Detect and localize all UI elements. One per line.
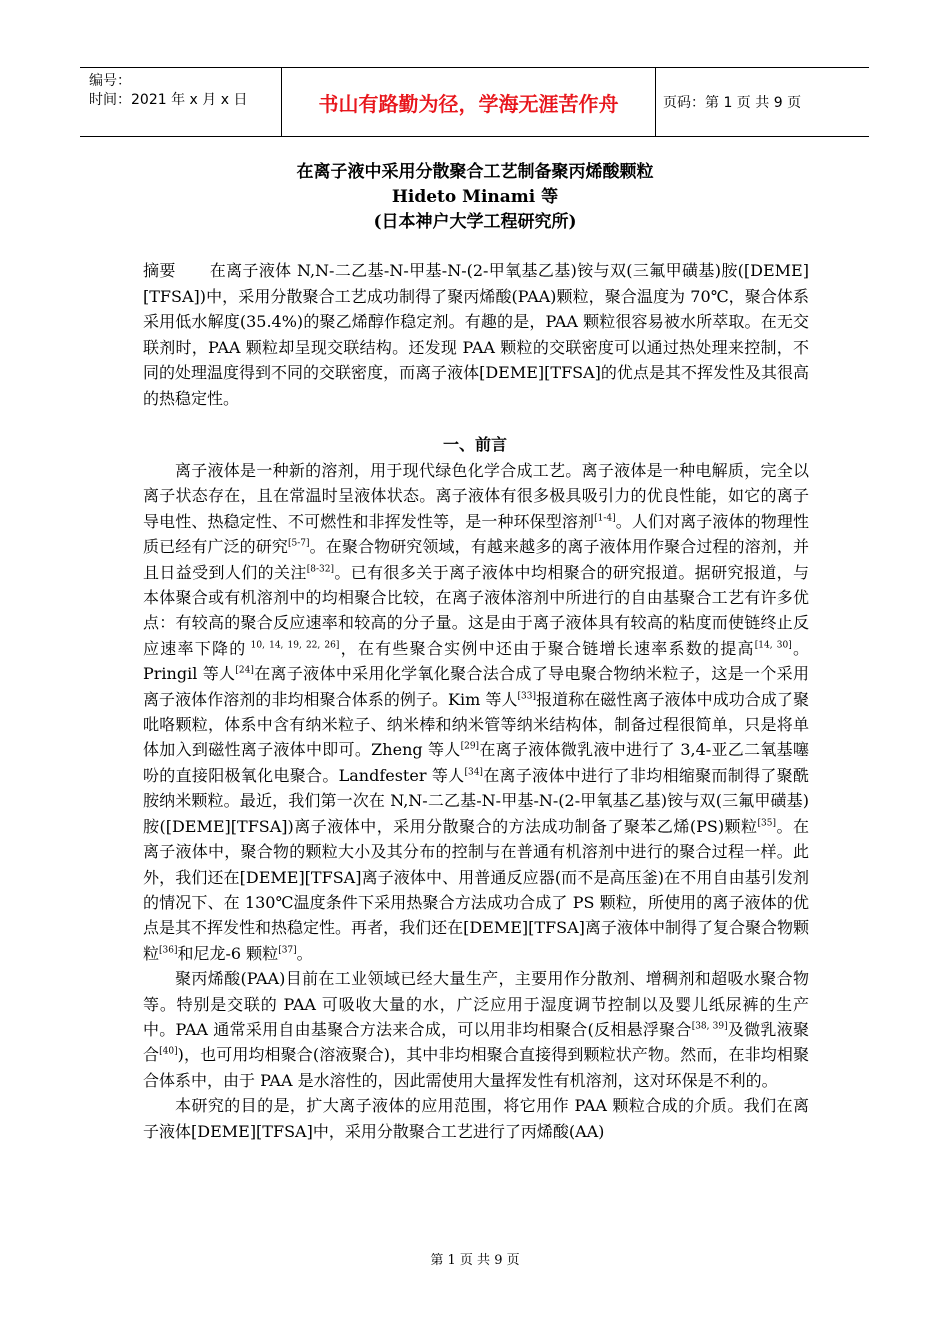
citation: [33] (517, 691, 537, 702)
text-run: 报道称在磁性离子液体中成功合成了聚吡咯颗粒，体系中含有纳米粒子、纳米棒和纳米管等纳米结构体，制备过程很简单，只是将单体加入到磁性离子液体中即可。Zheng 等人 (143, 689, 809, 760)
citation: [34] (464, 767, 483, 778)
paragraph-2 (143, 966, 809, 1093)
section-heading: 一、前言 (442, 435, 507, 454)
text-run: 离子液体是一种新的溶剂，用于现代绿色化学合成工艺。离子液体是一种电解质，完全以离子状态存在，且在常温时呈液体状态。离子液体有很多极具吸引力的优良性能，如它的离子导电性、热稳定性、不可燃性和非挥发性等，是一种环保型溶剂 (143, 461, 809, 531)
header-meta (80, 68, 282, 136)
text-run: 。已有很多关于离子液体中均相聚合的研究报道。据研究报道，与本体聚合或有机溶剂中的均相聚合比较，在离子液体溶剂中所进行的自由基聚合工艺有许多优点：有较高的聚合反应速率和较高的分子量。这是由于离子液体具有较高的粘度而使链终止反应速率下降的 (143, 562, 809, 658)
text-run: 和尼龙-6 颗粒 (177, 943, 279, 963)
citation: [5-7] (288, 538, 310, 549)
text-run: 。在聚合物研究领域，有越来越多的离子液体用作聚合过程的溶剂，并且日益受到人们的关注 (143, 537, 809, 582)
abstract-text: 在离子液体 N,N-二乙基-N-甲基-N-(2-甲氧基乙基)铵与双(三氟甲磺基)胺([DEME][TFSA])中，采用分散聚合工艺成功制得了聚丙烯酸(PAA)颗粒，聚合温度为 70℃，聚合体系采用低水解度(35.4%)的聚乙烯醇作稳定剂。有趣的是，PAA 颗粒很容易被水所萃取。在无交联剂时，PAA 颗粒却呈现交联结构。还发现 PAA 颗粒的交联密度可以通过热处理来控制，不同的处理温度得到不同的交联密度，而离子液体[DEME][TFSA]的优点是其不挥发性及其很高的热稳定性。 (143, 261, 809, 408)
text-run: 及微乳液聚合 (143, 1019, 809, 1065)
number-label: 编号： (89, 73, 131, 89)
text-run: 。 (296, 943, 313, 963)
citation: [14, 30] (754, 640, 792, 651)
citation: [38, 39] (691, 1021, 728, 1032)
citation: [24] (235, 665, 254, 676)
paper-affiliation: (日本神户大学工程研究所) (373, 212, 577, 232)
citation: [29] (460, 742, 480, 753)
abstract-label: 摘要 (143, 261, 176, 280)
text-run: 在离子液体微乳液中进行了 3,4-亚乙二氧基噻吩的直接阳极氧化电聚合。Landfester 等人 (143, 740, 809, 785)
header-motto: 书山有路勤为径，学海无涯苦作舟 (282, 68, 656, 136)
paper-author: Hideto Minami 等 (391, 187, 559, 207)
text-run: 。Pringil 等人 (143, 638, 809, 684)
header-page-info: 页码：第 1 页 共 9 页 (663, 95, 802, 111)
text-run: )，也可用均相聚合(溶液聚合)，其中非均相聚合直接得到颗粒状产物。然而，在非均相聚合体系中，由于 PAA 是水溶性的，因此需使用大量挥发性有机溶剂，这对环保是不利的。 (143, 1045, 809, 1090)
text-run: 在离子液体中采用化学氧化聚合法合成了导电聚合物纳米粒子，这是一个采用离子液体作溶剂的非均相聚合体系的例子。Kim 等人 (143, 664, 809, 709)
paragraph-3: 本研究的目的是，扩大离子液体的应用范围，将它用作 PAA 颗粒合成的介质。我们在离子液体[DEME][TFSA]中，采用分散聚合工艺进行了丙烯酸(AA) (143, 1096, 809, 1141)
abstract (143, 258, 809, 411)
paragraph-1 (143, 458, 809, 966)
citation: [1-4] (594, 513, 616, 524)
text-run: ，在有些聚合实例中还由于聚合链增长速率系数的提高 (339, 638, 755, 658)
time-label: 时间：2021 年 x 月 x 日 (89, 92, 248, 108)
text-run: 在离子液体中进行了非均相缩聚而制得了聚酰胺纳米颗粒。最近，我们第一次在 N,N-二乙基-N-甲基-N-(2-甲氧基乙基)铵与双(三氟甲磺基)胺([DEME][TFSA])离子液体中，采用分散聚合的方法成功制备了聚苯乙烯(PS)颗粒 (143, 765, 809, 836)
citation: 10, 14, 19, 22, 26] (246, 640, 340, 651)
text-run: 。在离子液体中，聚合物的颗粒大小及其分布的控制与在普通有机溶剂中进行的聚合过程一样。此外，我们还在[DEME][TFSA]离子液体中、用普通反应器(而不是高压釜)在不用自由基引发剂的情况下、在 130℃温度条件下采用热聚合方法成功合成了 PS 颗粒，所使用的离子液体的优点是其不挥发性和热稳定性。再者，我们还在[DEME][TFSA]离子液体中制得了复合聚合物颗粒 (143, 816, 809, 963)
section-body (143, 458, 809, 1144)
page-footer: 第 1 页 共 9 页 (430, 1253, 520, 1268)
citation: [36] (159, 945, 178, 956)
paper-title: 在离子液中采用分散聚合工艺制备聚丙烯酸颗粒 (296, 162, 654, 182)
citation: [8-32] (306, 564, 335, 575)
page-header (80, 67, 869, 137)
citation: [37] (278, 945, 297, 956)
citation: [40] (159, 1047, 178, 1058)
text-run: 聚丙烯酸(PAA)目前在工业领域已经大量生产，主要用作分散剂、增稠剂和超吸水聚合物等。特别是交联的 PAA 可吸收大量的水，广泛应用于湿度调节控制以及婴儿纸尿裤的生产中。PAA 通常采用自由基聚合方法来合成，可以用非均相聚合(反相悬浮聚合 (143, 969, 809, 1039)
citation: [35] (757, 818, 777, 829)
title-block (143, 160, 807, 235)
text-run: 。人们对离子液体的物理性质已经有广泛的研究 (143, 511, 809, 557)
